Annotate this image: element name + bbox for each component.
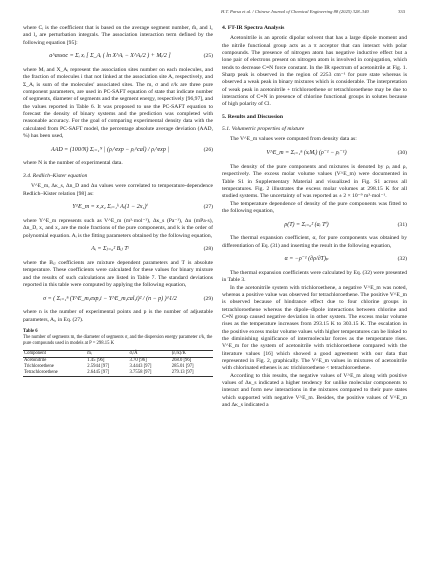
equation-number: (28) [203, 246, 213, 253]
equation-28 [23, 244, 213, 256]
paragraph: Acetonitrile is an aprotic dipolar solvent that has a large dipole moment and the nitrile functional group acts as a π acceptor that can interact with polar compounds. The presence of nitrogen atom has negative inductive effect but a lone pair of electrons present on nitrogen atom is involved in conjugation, which tends to decrease C≡N force constant. In the IR spectrum of acetonitrile at Fig. 1. Sharp peak is observed in the region of 2253 cm⁻¹ for pure state whereas is observed a weak peak in binary mixtures which is considerable. The interpretation of weak peak in acetonitrile + trichloroethene or tetrachloroethene may be due to interactions of C≡N in presence of chlorine functional groups in solutes because of high polarity of Cl. [222, 35, 407, 108]
table-cell: 1.45 [96] [87, 357, 105, 363]
table-cell: 3.7558 [97] [129, 370, 152, 376]
table-cell: 3.4443 [97] [129, 363, 152, 369]
table-header-row [23, 350, 213, 357]
table-title: Table 6 [23, 328, 38, 334]
table-cell: 3.70 [96] [129, 357, 147, 363]
subsection-heading: 3.4. Redlich–Kister equation [23, 172, 88, 179]
paragraph: where the Bᵢⱼ coefficients are mixture dependent parameters and T is absolute temperature. These coefficients were calculated for these values for binary mixture and the results of such calculations are listed in Table 7. The standard deviations reported in this table were computed by applying the following equation, [23, 259, 213, 288]
paragraph: The density of the pure components and mixtures is denoted by ρᵢ and ρ, respectively. The excess molar volume values (V^E_m) were documented in Table S1 in Supplementary Material and visualized in Fig. S1 across all temperatures. Fig. 2 illustrates the excess molar volumes at 298.15 K for all studied systems. The uncertainty of was reported as ± 2 × 10⁻⁹ m³·mol⁻¹. [222, 163, 407, 200]
table-row [23, 357, 213, 364]
equation-body: V^E_m = Σᵢ₌₁ⁿ (xᵢMᵢ) (ρ⁻¹ − ρᵢ⁻¹) [266, 150, 347, 157]
column-header: mᵢ [87, 350, 92, 356]
equation-number: (32) [397, 256, 407, 263]
equation-number: (29) [203, 295, 213, 302]
parameters-table [23, 350, 213, 378]
subsection-heading: 5.1. Volumetric properties of mixture [222, 126, 305, 133]
table-row [23, 370, 213, 377]
equation-27 [23, 202, 213, 214]
equation-25 [23, 51, 213, 63]
equation-26 [23, 144, 213, 156]
equation-32 [222, 254, 407, 266]
left-column [23, 25, 213, 377]
equation-number: (26) [203, 146, 213, 153]
table-cell: 268.0 [96] [171, 357, 192, 363]
table-cell: 279.13 [97] [171, 370, 194, 376]
table-caption: The number of segments m, the diameter of segments σ, and the dispersion energy parameter ε/k, the pure compounds used in models at P = 298.15 K [23, 335, 213, 347]
paragraph: where Cᵢ is the coefficient that is based on the average segment number, m̄, and l₁ and l₂ are perturbation integrals. The association interaction term defined by the following equation [95]: [23, 25, 213, 46]
table-cell: Trichloroethene [24, 363, 54, 369]
equation-body: σ = ( Σᵢ₌₁ⁿ (Y^E_m,exp,i − Y^E_m,cal,i)² / (n − p) )^1/2 [43, 295, 177, 302]
paragraph: According to this results, the negative values of V^E_m along with positive values of Δκ_s indicated a higher tendency for unlike molecular components to interact and form new interactions in the mixtures compared to their pure states which supported with negative V^E_m. Besides, the positive values of V^E_m and Δκ_s indicated a [222, 372, 407, 409]
equation-body: AAD = (100/N) Σᵢ₌₁ᴺ | (ρᵢ^exp − ρᵢ^cal) / ρᵢ^exp | [51, 146, 169, 153]
equation-body: Y^E_m = x₁x₂ Σᵢ₌₁ᵏ Aᵢ(1 − 2x₁)ⁱ [72, 204, 148, 211]
running-header [0, 9, 427, 19]
journal-citation: H.T. Parsa et al. / Chinese Journal of Chemical Engineering 88 (2025) 328–340 [221, 9, 369, 14]
paragraph: where Y^E_m represents such as V^E_m (m³·mol⁻¹), Δκ_s (Pa⁻¹), Δu (mPa·s), Δn_D, x₁ and x₂ are the mole fractions of the pure components, and k is the order of polynomial equation. Aᵢ is the fitting parameters obtained by the following equation, [23, 217, 213, 239]
equation-body: α = −ρ⁻¹ (∂ρ/∂T)ₚ [284, 256, 329, 263]
section-heading: 4. FT-IR Spectra Analysis [222, 25, 285, 31]
paragraph: The temperature dependence of density of the pure components was fitted to the following equation, [222, 200, 407, 214]
equation-29 [23, 293, 213, 305]
paragraph: In the acetonitrile system with trichloroethene, a negative V^E_m was noted, whereas a positive value was observed for tetrachloroethene. The positive V^E_m is observed because of hindrance effect due to four chlorine groups in tetrachloroethene whereas the dipole–dipole interactions between chlorine and C≡N group caused negative deviation in other system. The excess molar volume rises as the temperature increases from 293.15 K to 303.15 K. The escalation in the positive excess molar volume values with higher temperatures can be linked to the diminishing significance of intermolecular forces as the temperature rises. V^E_m for the system of acetonitrile with trichloroethene compared with the literature values [16] which showed a good agreement with our data that represented in Fig. 2, graphically. The V^E_m values in mixtures of acetonitrile with chlorinated ethenes is as: trichloroethene < tetrachloroethene. [222, 284, 407, 372]
equation-31 [222, 219, 407, 231]
paragraph: The thermal expansion coefficients were calculated by Eq. (32) were presented in Table 3. [222, 269, 407, 284]
equation-body: a^assoc = Σᵢ xᵢ [ Σ_Aᵢ ( ln X^Aᵢ − X^Aᵢ/2 ) + Mᵢ/2 ] [49, 53, 171, 60]
equation-number: (31) [397, 221, 407, 228]
table-cell: 2.5944 [97] [87, 363, 110, 369]
paragraph: The V^E_m values were computed from density data as: [230, 136, 357, 143]
equation-body: ρ(T) = Σᵢ₌₀² (aᵢ Tⁱ) [284, 221, 329, 228]
table-cell: Acetonitrile [24, 357, 47, 363]
table-6 [23, 329, 213, 377]
column-header: Component [24, 350, 46, 356]
paragraph: The thermal expansion coefficient, α, for pure components was obtained by differentiation of Eq. (31) and inserting the result in the following equation, [222, 235, 407, 249]
equation-30 [222, 148, 407, 160]
table-cell: 2.6445 [97] [87, 370, 110, 376]
paragraph: where n is the number of experimental points and p is the number of adjustable parameters, Aᵢ, in Eq. (27). [23, 309, 213, 323]
paragraph: where N is the number of experimental data. [23, 160, 123, 167]
equation-body: Aᵢ = Σⱼ₌₀² Bᵢⱼ Tʲ [91, 246, 129, 253]
page-number: 333 [398, 9, 405, 14]
section-heading: 5. Results and Discussion [222, 113, 283, 120]
table-cell: 285.01 [97] [171, 363, 194, 369]
right-column [222, 25, 407, 409]
equation-number: (30) [397, 150, 407, 157]
paragraph: where Mᵢ and X_Aᵢ represent the association sites number on each molecules, and the fraction of molecules i that not linked at the association site A, respectively, and Σ_Aᵢ is sum of the molecules' associated sites. The m, σ and ε/k are three pure component parameters, are used in PC-SAFT equation of state that indicate number of segments, diameter of segments and the segment energy, respectively [96,97], and the values reported in Table 6. It was proposed to use the PC-SAFT equation to forecast the density of binary systems and the prediction was completed with reasonable accuracy. For the goal of comparing experimental density data with the calculated from PC-SAFT model, the percentage absolute average deviation (AAD, %) has been used, [23, 67, 213, 140]
table-cell: Tetrachloroethene [24, 370, 58, 376]
equation-number: (25) [203, 53, 213, 60]
column-header: σᵢ/Å [129, 350, 138, 356]
equation-number: (27) [203, 204, 213, 211]
column-header: (εᵢ/k)/K [171, 350, 186, 356]
paragraph: V^E_m, Δκ_s, Δn_D and Δu values were correlated to temperature-dependence Redlich–Kister relation [98] as: [23, 183, 213, 197]
